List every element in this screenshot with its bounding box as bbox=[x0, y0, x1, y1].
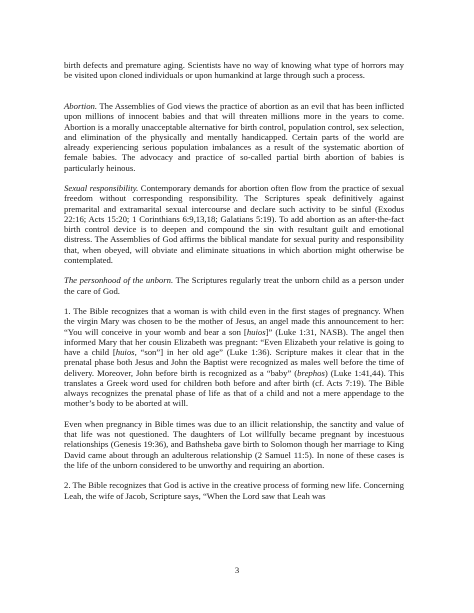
paragraph-text: The Assemblies of God views the practice of abortion as an evil that has been inflicted upon millions of innocent babies and that will threaten millions more in the years to come. Abortion is a morally unacceptable alternative for birth control, population control, sex selection, and elimination of the physically and mentally handicapped. Certain parts of the world are already experiencing serious population imbalances as a result of the systematic abortion of female babies. The advocacy and practice of so-called partial birth abortion of babies is particularly heinous. bbox=[64, 101, 404, 173]
page-body bbox=[64, 60, 404, 511]
paragraph-point-one bbox=[64, 306, 404, 409]
paragraph-text: The Scriptures regularly treat the unborn child as a person under the care of God. bbox=[64, 275, 404, 296]
greek-term: brephos bbox=[297, 367, 325, 378]
section-heading-sexual-responsibility: Sexual responsibility. bbox=[64, 183, 139, 193]
paragraph-text: , “son”] in her old age” (Luke 1:36). Scripture makes it clear that in the prenatal phase both Jesus and John the Baptist were recognized as males well before the time of delivery. Moreover, John before birth is recognized as a “baby” ( bbox=[64, 347, 404, 378]
paragraph-illicit-pregnancy bbox=[64, 419, 404, 470]
paragraph-text: 1. The Bible recognizes that a woman is with child even in the first stages of pregnancy. When the virgin Mary was chosen to be the mother of Jesus, an angel made this announcement to her: “You will conceive in your womb and bear a son [ bbox=[64, 306, 404, 337]
paragraph-text: Contemporary demands for abortion often flow from the practice of sexual freedom without corresponding responsibility. The Scriptures speak definitively against premarital and extramarital sexual intercourse and declare such activity to be sinful (Exodus 22:16; Acts 15:20; 1 Corinthians 6:9,13,18; Galatians 5:19). To add abortion as an after-the-fact birth control device is to deepen and compound the sin with resultant guilt and emotional distress. The Assemblies of God affirms the biblical mandate for sexual purity and responsibility that, when obeyed, will obviate and eliminate situations in which abortion might otherwise be contemplated. bbox=[64, 183, 404, 265]
paragraph-spacer bbox=[64, 91, 404, 101]
greek-term: huios bbox=[115, 347, 135, 357]
paragraph-cloning-continued bbox=[64, 60, 404, 81]
page-number: 3 bbox=[234, 565, 240, 575]
paragraph-text: 2. The Bible recognizes that God is active in the creative process of forming new life. Concerning Leah, the wife of Jacob, Scripture says, “When the Lord saw that Leah was bbox=[64, 480, 404, 501]
greek-term: huios bbox=[246, 326, 266, 337]
paragraph-text: Even when pregnancy in Bible times was due to an illicit relationship, the sanctity and value of that life was not questioned. The daughters of Lot willfully became pregnant by incestuous relationships (Genesis 19:36), and Bathsheba gave birth to Solomon though her marriage to King David came about through an adulterous relationship (2 Samuel 11:5). In none of these cases is the life of the unborn considered to be unworthy and requiring an abortion. bbox=[64, 418, 404, 470]
section-heading-personhood: The personhood of the unborn. bbox=[64, 275, 174, 286]
paragraph-abortion bbox=[64, 101, 404, 173]
paragraph-text: ) (Luke 1:41,44). This translates a Greek word used for children both before and after birth (cf. Acts 7:19). The Bible always recognizes the prenatal phase of life as that of a child and not a mere appendage to the mother’s body to be aborted at will. bbox=[64, 367, 404, 409]
paragraph-text: ]” (Luke 1:31, NASB). The angel then informed Mary that her cousin Elizabeth was pregnant: “Even Elizabeth your relative is going to have a child [ bbox=[64, 326, 404, 357]
paragraph-sexual-responsibility bbox=[64, 183, 404, 265]
paragraph-text: birth defects and premature aging. Scientists have no way of knowing what type of horrors may be visited upon cloned individuals or upon humankind at large through such a process. bbox=[64, 60, 404, 81]
paragraph-personhood bbox=[64, 275, 404, 296]
section-heading-abortion: Abortion. bbox=[64, 101, 98, 111]
paragraph-point-two bbox=[64, 480, 404, 501]
